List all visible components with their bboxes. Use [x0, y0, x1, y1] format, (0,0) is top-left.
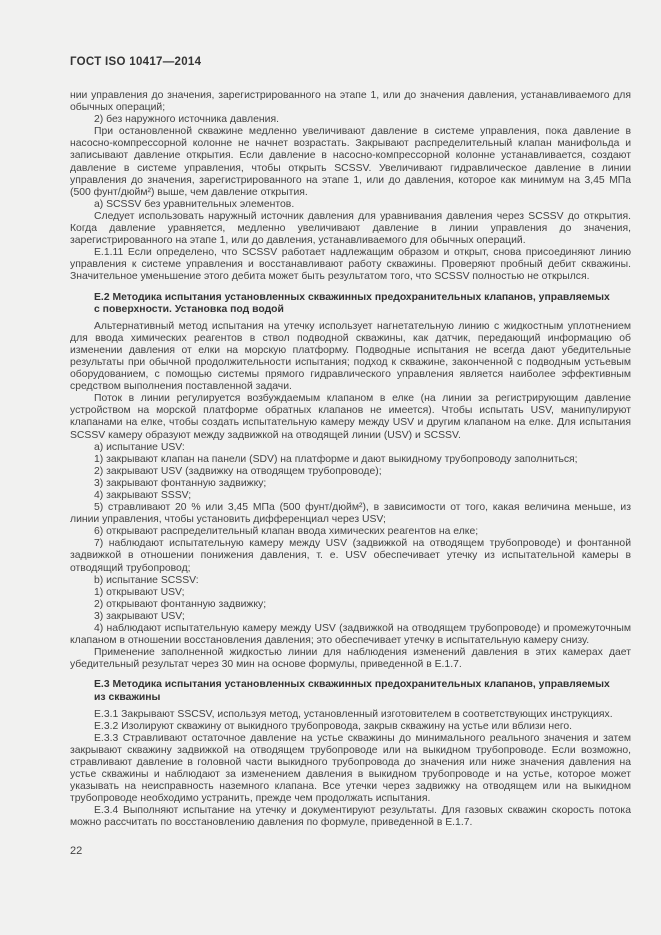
paragraph: Е.3.2 Изолируют скважину от выкидного трубопровода, закрыв скважину на устье или вблизи него.: [94, 720, 573, 732]
paragraph: b) испытание SCSSV:: [94, 574, 199, 586]
paragraph: Е.3.4 Выполняют испытание на утечку и документируют результаты. Для газовых скважин скорость потока можно рассчитать по восстановлению давления по формуле, приведенной в Е.1.7.: [70, 805, 631, 829]
paragraph: 4) закрывают SSSV;: [94, 490, 192, 501]
section-heading: [70, 679, 631, 704]
paragraph: а) испытание USV:: [94, 441, 185, 453]
paragraph: 1) закрывают клапан на панели (SDV) на платформе и дают выкидному трубопроводу заполниться;: [94, 453, 578, 465]
paragraph: 2) без наружного источника давления.: [94, 114, 279, 126]
section-heading: [70, 292, 631, 317]
paragraph: 2) закрывают USV (задвижку на отводящем трубопроводе);: [94, 465, 382, 477]
section-heading-line: Е.2 Методика испытания установленных скважинных предохранительных клапанов, управляемых: [94, 291, 610, 303]
paragraph: Применение заполненной жидкостью линии для наблюдения изменений давления в этих камерах дает убедительный результат через 30 мин на основе формулы, приведенной в Е.1.7.: [70, 647, 631, 671]
paragraph: 3) закрывают фонтанную задвижку;: [94, 477, 267, 489]
paragraph: Е.3.1 Закрывают SSCSV, используя метод, установленный изготовителем в соответствующих инструкциях.: [94, 708, 613, 720]
paragraph: 1) открывают USV;: [94, 586, 185, 598]
paragraph: Следует использовать наружный источник давления для уравнивания давления через SCSSV до открытия. Когда давление уравняется, медленно увеличивают давление в линии управления до значения, зарегистрированного на этапе 1, или до давления, устанавливаемого для обычных операций.: [70, 210, 631, 247]
paragraph: 5) стравливают 20 % или 3,45 МПа (500 фунт/дюйм²), в зависимости от того, какая величина меньше, из линии управления, чтобы установить дифференциал через USV;: [70, 502, 631, 526]
section-heading-line: с поверхности. Установка под водой: [94, 304, 284, 316]
paragraph: Альтернативный метод испытания на утечку использует нагнетательную линию с жидкостным уплотнением для ввода химических реагентов в ствол подводной скважины, как датчик, передающий информацию об изменении давления от елки на морскую платформу. Подводные испытания не всегда дают убедительные результаты при обычной продолжительности испытания; подход к скважине, законченной с подводным устьевым оборудованием, с помощью системы прямого гидравлического управления является наиболее эффективным средством выполнения поставленной задачи.: [70, 320, 631, 393]
page-number: 22: [70, 845, 83, 857]
paragraph: При остановленной скважине медленно увеличивают давление в системе управления, пока давление в насосно-компрессорной колонне не начнет возрастать. Закрывают распределительный клапан манифольда и записывают давление открытия. Если давление в насосно-компрессорной колонне устанавливается, создают давление в системе управления, чтобы открыть SCSSV. Увеличивают гидравлическое давление в линии управления до значения, зарегистрированного на этапе 1, или до давления, которое как минимум на 3,45 МПа (500 фунт/дюйм²) выше, чем давление открытия.: [70, 126, 631, 198]
paragraph: 3) закрывают USV;: [94, 610, 185, 622]
paragraph: а) SCSSV без уравнительных элементов.: [94, 198, 295, 210]
paragraph: 7) наблюдают испытательную камеру между USV (задвижкой на отводящем трубопроводе) и фонтанной задвижкой в отношении понижения давления, т. е. USV обеспечивает утечку из испытательной камеры в отводящий трубопровод;: [70, 538, 631, 574]
section-heading-line: Е.3 Методика испытания установленных скважинных предохранительных клапанов, управляемых: [94, 679, 610, 691]
paragraph: 2) открывают фонтанную задвижку;: [94, 598, 267, 610]
section-heading-line: из скважины: [94, 692, 161, 703]
running-header-title: ГОСТ ISO 10417—2014: [70, 56, 202, 68]
paragraph: 4) наблюдают испытательную камеру между USV (задвижкой на отводящем трубопроводе) и промежуточным клапаном в отношении восстановления давления; это обеспечивает утечку в испытательную камеру снизу.: [70, 623, 631, 647]
paragraph: нии управления до значения, зарегистрированного на этапе 1, или до значения давления, устанавливаемого для обычных операций;: [70, 90, 631, 114]
paragraph: Е.3.3 Стравливают остаточное давление на устье скважины до минимального реального значения и затем закрывают скважину задвижкой на отводящем трубопроводе или на выкидном трубопроводе. Если возможно, стравливают давление в головной части выкидного трубопровода до значения или ниже значения давления на устье скважины и наблюдают за изменением давления в выкидном трубопроводе и на устье, которое может указывать на неисправность наземного клапана. Все утечки через задвижку на отводящем или на выкидном трубопроводе необходимо устранить, прежде чем продолжать испытания.: [70, 732, 631, 805]
paragraph: 6) открывают распределительный клапан ввода химических реагентов на елке;: [94, 526, 479, 538]
document-body: [70, 90, 631, 830]
paragraph: Поток в линии регулируется возбуждаемым клапаном в елке (на линии за регистрирующим давление устройством на морской платформе обратных клапанов не имеется). Чтобы испытать USV, манипулируют клапанами на елке, чтобы создать испытательную камеру между USV и другим клапаном на елке. Для испытания SCSSV камеру образуют между задвижкой на отводящей линии (USV) и SCSSV.: [70, 393, 631, 441]
paragraph: Е.1.11 Если определено, что SCSSV работает надлежащим образом и открыт, снова присоединяют линию управления к системе управления и восстанавливают работу скважины. Проверяют пробный дебит скважины. Значительное уменьшение этого дебита может быть результатом того, что SCSSV полностью не открылся.: [70, 247, 631, 283]
